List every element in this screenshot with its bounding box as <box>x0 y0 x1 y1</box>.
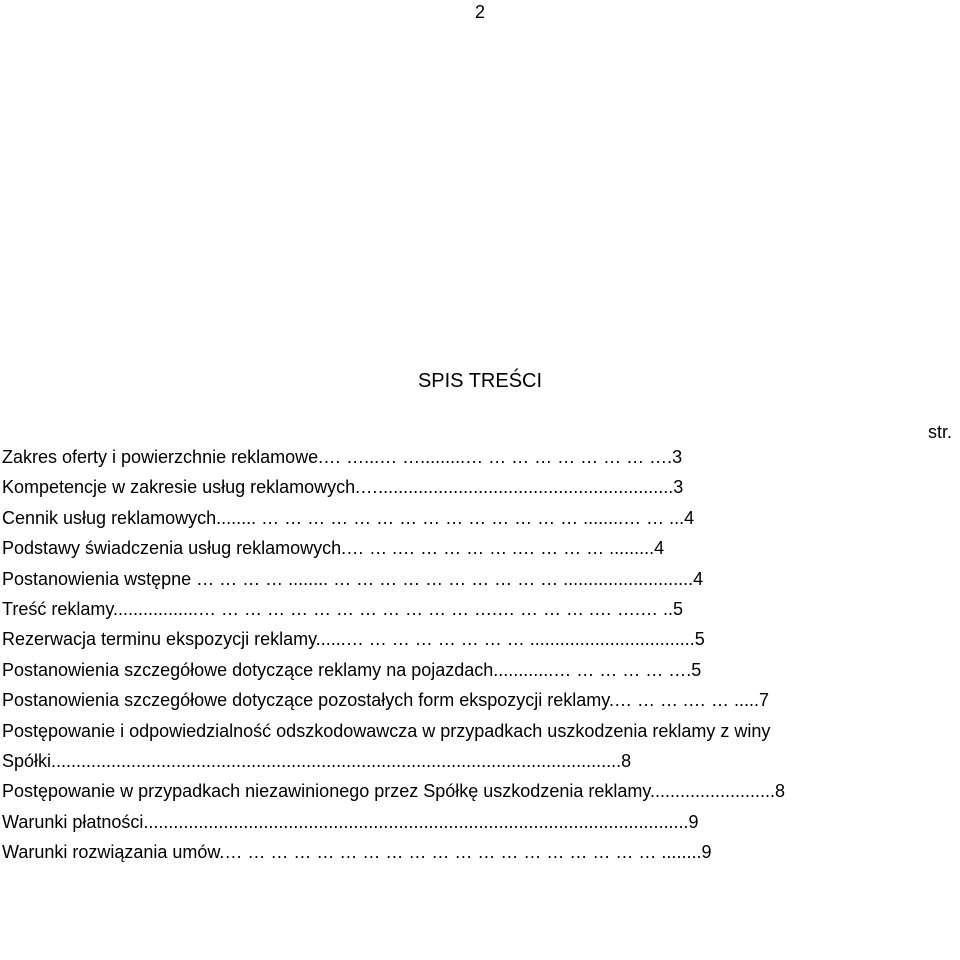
toc-entry-text: Kompetencje w zakresie usług reklamowych.…...........................................................3 <box>2 477 684 498</box>
toc-entry-warunki-platnosci <box>2 807 954 837</box>
toc-entry-rezerwacja <box>2 624 954 654</box>
toc-title: SPIS TREŚCI <box>417 370 543 392</box>
toc-entry-text: Postanowienia wstępne … … … … ........ … … … … … … … … … … ..........................4 <box>2 568 704 589</box>
toc-entry-zakres-oferty <box>2 442 954 472</box>
toc-entry-text: Warunki płatności.............................................................................................................9 <box>2 811 699 832</box>
toc-entry-cennik <box>2 503 954 533</box>
toc-entry-pozostale-formy <box>2 685 954 715</box>
toc-entry-text: Postępowanie w przypadkach niezawinionego przez Spółkę uszkodzenia reklamy.........................8 <box>2 781 786 802</box>
toc-entry-text: Postanowienia szczegółowe dotyczące pozostałych form ekspozycji reklamy.… … … .… … .....7 <box>2 690 769 711</box>
toc-entry-text: Treść reklamy.................… … … … … … … … … … … … ….… … … … .… ….… ..5 <box>2 598 684 619</box>
toc-entry-text: Podstawy świadczenia usług reklamowych.… … .… … … … … .… … … … .........4 <box>2 538 665 559</box>
page-number: 2 <box>474 2 485 22</box>
toc-entry-kompetencje <box>2 472 954 502</box>
toc-entry-odpowiedzialnosc <box>2 716 954 777</box>
toc-entry-podstawy <box>2 533 954 563</box>
toc-entry-niezawinione-uszkodzenie <box>2 776 954 806</box>
toc-entry-text: Cennik usług reklamowych........ … … … … … … … … … … … … … … ........… … ...4 <box>2 507 695 528</box>
toc-entry-tresc-reklamy <box>2 594 954 624</box>
toc-entry-text: Postanowienia szczegółowe dotyczące reklamy na pojazdach............… … … … … ….5 <box>2 659 702 680</box>
page-column-header: str. <box>927 422 952 442</box>
toc-entry-text: Postępowanie i odpowiedzialność odszkodowawcza w przypadkach uszkodzenia reklamy z winy Spółki..................................................................................................................8 <box>2 720 771 771</box>
toc-entry-postanowienia-wstepne <box>2 564 954 594</box>
toc-entry-reklama-pojazdy <box>2 655 954 685</box>
toc-list <box>2 442 954 867</box>
toc-entry-text: Rezerwacja terminu ekspozycji reklamy......… … … … … … … … .................................5 <box>2 629 705 650</box>
toc-entry-text: Warunki rozwiązania umów.… … … … … … … … … … … … … … … … … … … ........9 <box>2 842 712 863</box>
toc-entry-rozwiazanie-umow <box>2 837 954 867</box>
toc-entry-text: Zakres oferty i powierzchnie reklamowe.… …...… ….........… … … … … … … … ….3 <box>2 447 683 467</box>
